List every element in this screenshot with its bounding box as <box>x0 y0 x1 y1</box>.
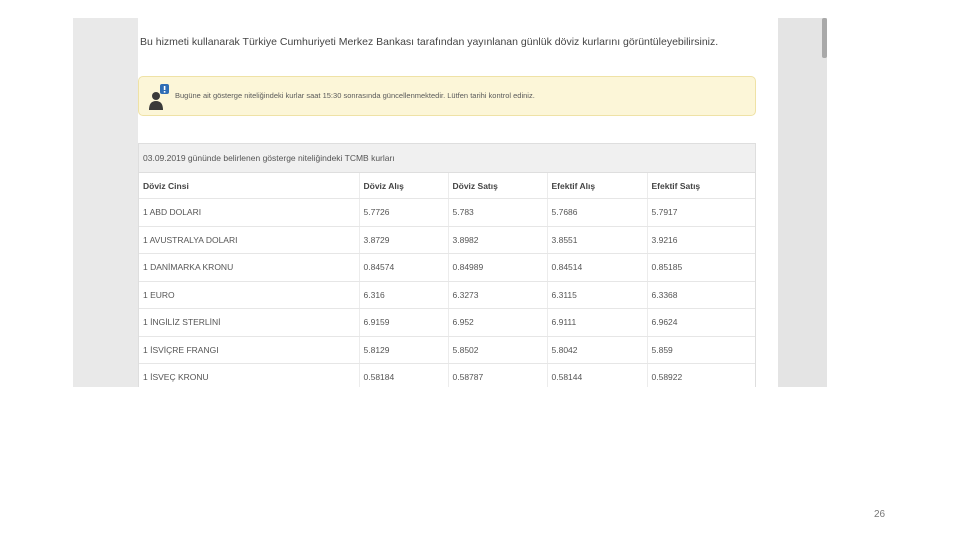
rate-cell: 5.8502 <box>448 336 547 364</box>
currency-name-cell: 1 DANİMARKA KRONU <box>139 254 359 282</box>
table-row <box>139 309 755 337</box>
currency-name-cell: 1 EURO <box>139 281 359 309</box>
info-alert <box>138 76 756 116</box>
intro-text: Bu hizmeti kullanarak Türkiye Cumhuriyeti Merkez Bankası tarafından yayınlanan günlük döviz kurlarını görüntüleyebilirsiniz. <box>140 36 719 48</box>
table-row <box>139 226 755 254</box>
rate-cell: 0.58144 <box>547 364 647 388</box>
column-header: Döviz Alış <box>359 173 448 199</box>
scrollbar-thumb[interactable] <box>822 18 827 58</box>
rate-cell: 6.3115 <box>547 281 647 309</box>
rate-cell: 3.9216 <box>647 226 755 254</box>
rate-cell: 5.783 <box>448 199 547 227</box>
rate-cell: 6.3368 <box>647 281 755 309</box>
rate-cell: 6.316 <box>359 281 448 309</box>
rate-cell: 6.952 <box>448 309 547 337</box>
rate-cell: 5.8042 <box>547 336 647 364</box>
scrollbar-track[interactable] <box>778 18 827 387</box>
currency-name-cell: 1 İSVİÇRE FRANGI <box>139 336 359 364</box>
column-header: Döviz Cinsi <box>139 173 359 199</box>
table-row <box>139 336 755 364</box>
table-row <box>139 254 755 282</box>
rate-cell: 6.3273 <box>448 281 547 309</box>
rate-cell: 5.8129 <box>359 336 448 364</box>
currency-name-cell: 1 İNGİLİZ STERLİNİ <box>139 309 359 337</box>
currency-name-cell: 1 İSVEÇ KRONU <box>139 364 359 388</box>
rate-cell: 0.58184 <box>359 364 448 388</box>
column-header: Efektif Alış <box>547 173 647 199</box>
rates-table <box>139 173 755 387</box>
page-number: 26 <box>874 509 886 520</box>
screenshot-frame <box>73 18 827 387</box>
rate-cell: 3.8982 <box>448 226 547 254</box>
rate-cell: 3.8729 <box>359 226 448 254</box>
column-header: Efektif Satış <box>647 173 755 199</box>
rate-cell: 0.58922 <box>647 364 755 388</box>
rate-cell: 6.9111 <box>547 309 647 337</box>
table-header-row <box>139 173 755 199</box>
rates-table-box <box>138 143 756 387</box>
table-caption: 03.09.2019 gününde belirlenen gösterge niteliğindeki TCMB kurları <box>139 144 755 173</box>
rate-cell: 0.85185 <box>647 254 755 282</box>
rate-cell: 5.859 <box>647 336 755 364</box>
rate-cell: 6.9624 <box>647 309 755 337</box>
rate-cell: 5.7686 <box>547 199 647 227</box>
table-row <box>139 364 755 388</box>
rate-cell: 0.58787 <box>448 364 547 388</box>
currency-name-cell: 1 ABD DOLARI <box>139 199 359 227</box>
currency-name-cell: 1 AVUSTRALYA DOLARI <box>139 226 359 254</box>
rate-cell: 0.84514 <box>547 254 647 282</box>
alert-text: Bugüne ait gösterge niteliğindeki kurlar saat 15:30 sonrasında güncellenmektedir. Lütfen tarihi kontrol ediniz. <box>175 91 535 100</box>
rate-cell: 5.7917 <box>647 199 755 227</box>
rate-cell: 5.7726 <box>359 199 448 227</box>
rate-cell: 0.84989 <box>448 254 547 282</box>
table-row <box>139 199 755 227</box>
column-header: Döviz Satış <box>448 173 547 199</box>
rate-cell: 0.84574 <box>359 254 448 282</box>
content-panel <box>138 18 778 387</box>
rate-cell: 3.8551 <box>547 226 647 254</box>
table-row <box>139 281 755 309</box>
user-info-icon <box>147 83 171 111</box>
rate-cell: 6.9159 <box>359 309 448 337</box>
